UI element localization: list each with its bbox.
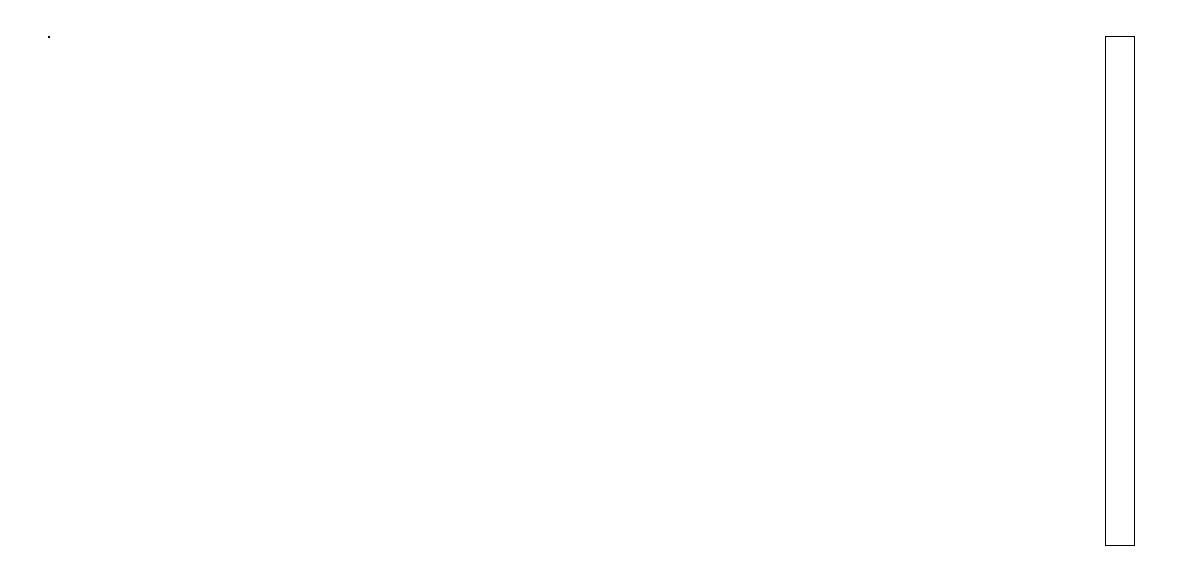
colorbar — [1105, 36, 1135, 546]
heatmap-plot-area — [48, 36, 50, 38]
